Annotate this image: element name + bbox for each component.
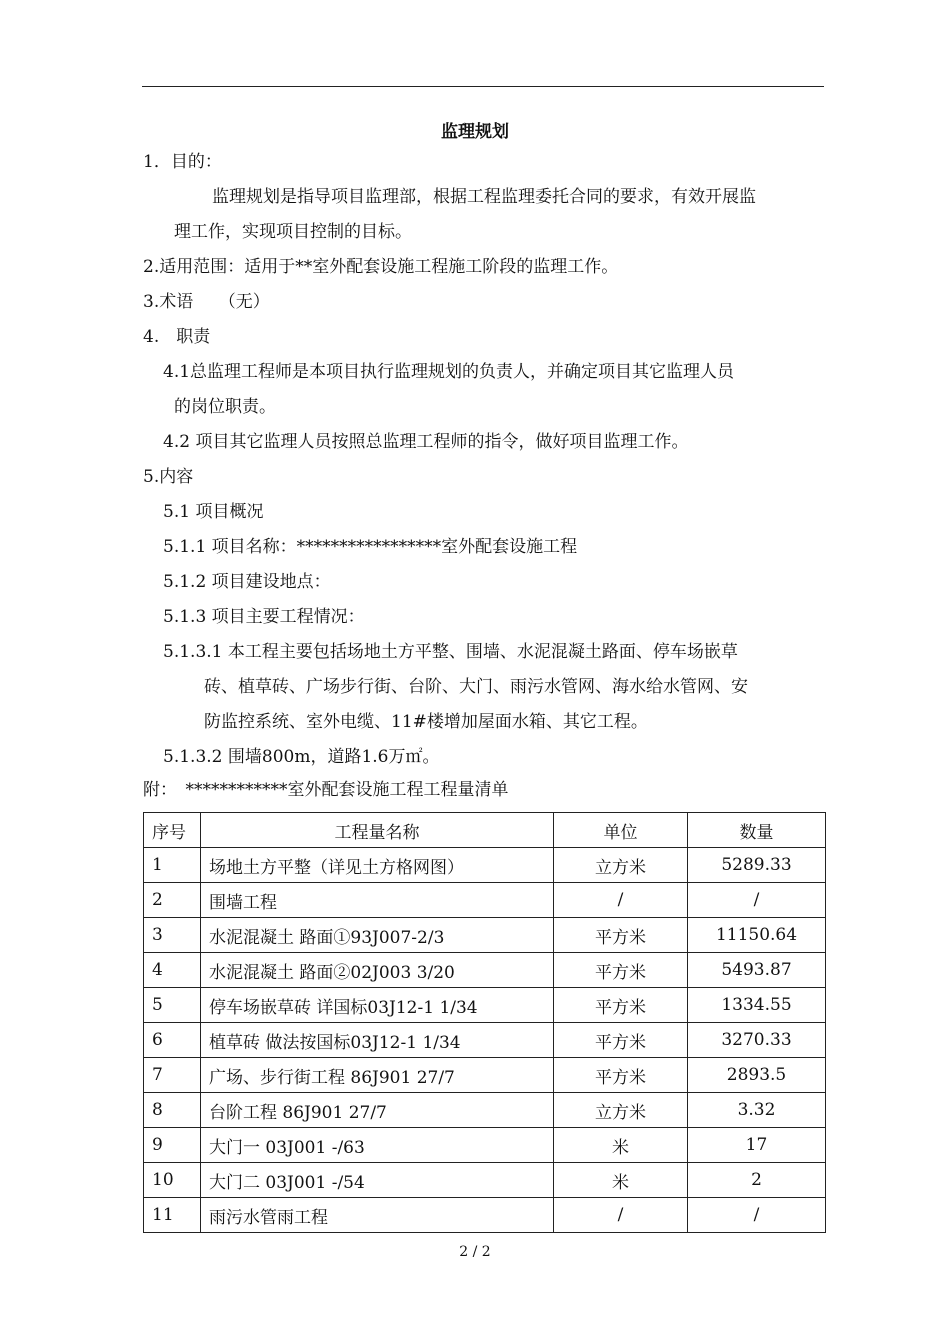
item-quantity: 11150.64 <box>688 918 826 953</box>
item-name: 植草砖 做法按国标03J12-1 1/34 <box>201 1023 554 1058</box>
table-row <box>144 1093 826 1128</box>
item-unit: 平方米 <box>554 953 688 988</box>
item-name: 停车场嵌草砖 详国标03J12-1 1/34 <box>201 988 554 1023</box>
row-number: 10 <box>144 1163 201 1198</box>
item-quantity: 3270.33 <box>688 1023 826 1058</box>
table-row <box>144 953 826 988</box>
row-number: 1 <box>144 848 201 883</box>
header-cell: 数量 <box>688 813 826 848</box>
item-quantity: 5289.33 <box>688 848 826 883</box>
item-unit: / <box>554 883 688 918</box>
item-quantity: 17 <box>688 1128 826 1163</box>
paragraph-line: 5.1.1 项目名称：*****************室外配套设施工程 <box>163 537 578 557</box>
paragraph-line: 4.2 项目其它监理人员按照总监理工程师的指令，做好项目监理工作。 <box>163 432 689 452</box>
paragraph-line: 5.1.2 项目建设地点： <box>163 572 331 592</box>
table-row <box>144 1163 826 1198</box>
item-unit: 平方米 <box>554 1023 688 1058</box>
item-unit: 米 <box>554 1163 688 1198</box>
table-row <box>144 1128 826 1163</box>
item-unit: 立方米 <box>554 848 688 883</box>
item-name: 水泥混凝土 路面①93J007-2/3 <box>201 918 554 953</box>
item-unit: 米 <box>554 1128 688 1163</box>
item-quantity: 1334.55 <box>688 988 826 1023</box>
table-row <box>144 1023 826 1058</box>
section-3-heading: 3.术语 （无） <box>143 292 270 312</box>
table-header-row <box>144 813 826 848</box>
paragraph-line: 监理规划是指导项目监理部，根据工程监理委托合同的要求，有效开展监 <box>212 187 756 207</box>
row-number: 7 <box>144 1058 201 1093</box>
item-unit: 平方米 <box>554 918 688 953</box>
table-row <box>144 883 826 918</box>
paragraph-line: 4.1总监理工程师是本项目执行监理规划的负责人，并确定项目其它监理人员 <box>163 362 735 382</box>
item-name: 大门二 03J001 -/54 <box>201 1163 554 1198</box>
section-2-heading: 2.适用范围：适用于**室外配套设施工程施工阶段的监理工作。 <box>143 257 619 277</box>
paragraph-line: 理工作，实现项目控制的目标。 <box>174 222 412 242</box>
paragraph-line: 5.1.3.2 围墙800m，道路1.6万㎡。 <box>163 747 440 767</box>
subsection-heading: 5.1 项目概况 <box>163 502 264 522</box>
header-cell: 单位 <box>554 813 688 848</box>
table-row <box>144 1198 826 1233</box>
paragraph-line: 的岗位职责。 <box>174 397 276 417</box>
row-number: 2 <box>144 883 201 918</box>
row-number: 11 <box>144 1198 201 1233</box>
row-number: 6 <box>144 1023 201 1058</box>
item-name: 大门一 03J001 -/63 <box>201 1128 554 1163</box>
appendix-caption: 附： ************室外配套设施工程工程量清单 <box>143 780 509 800</box>
item-quantity: 5493.87 <box>688 953 826 988</box>
item-quantity: / <box>688 1198 826 1233</box>
item-unit: 平方米 <box>554 1058 688 1093</box>
item-name: 台阶工程 86J901 27/7 <box>201 1093 554 1128</box>
paragraph-line: 5.1.3 项目主要工程情况： <box>163 607 365 627</box>
row-number: 4 <box>144 953 201 988</box>
row-number: 9 <box>144 1128 201 1163</box>
header-rule <box>142 86 824 87</box>
page-number: 2 / 2 <box>459 1244 491 1260</box>
table-row <box>144 1058 826 1093</box>
item-quantity: 2893.5 <box>688 1058 826 1093</box>
row-number: 8 <box>144 1093 201 1128</box>
section-4-heading: 4. 职责 <box>143 327 211 347</box>
header-cell: 序号 <box>144 813 201 848</box>
item-name: 雨污水管雨工程 <box>201 1198 554 1233</box>
item-name: 围墙工程 <box>201 883 554 918</box>
item-name: 水泥混凝土 路面②02J003 3/20 <box>201 953 554 988</box>
table-row <box>144 988 826 1023</box>
item-name: 广场、步行街工程 86J901 27/7 <box>201 1058 554 1093</box>
item-unit: 平方米 <box>554 988 688 1023</box>
item-unit: 立方米 <box>554 1093 688 1128</box>
row-number: 3 <box>144 918 201 953</box>
item-unit: / <box>554 1198 688 1233</box>
section-1-heading: 1．目的： <box>143 152 222 172</box>
table-row <box>144 918 826 953</box>
item-quantity: 2 <box>688 1163 826 1198</box>
table-row <box>144 848 826 883</box>
row-number: 5 <box>144 988 201 1023</box>
item-quantity: 3.32 <box>688 1093 826 1128</box>
section-5-heading: 5.内容 <box>143 467 194 487</box>
quantity-table <box>143 812 826 1233</box>
page-title: 监理规划 <box>441 122 509 142</box>
paragraph-line: 5.1.3.1 本工程主要包括场地土方平整、围墙、水泥混凝土路面、停车场嵌草 <box>163 642 738 662</box>
paragraph-line: 防监控系统、室外电缆、11#楼增加屋面水箱、其它工程。 <box>204 712 648 732</box>
item-quantity: / <box>688 883 826 918</box>
item-name: 场地土方平整（详见土方格网图） <box>201 848 554 883</box>
header-cell: 工程量名称 <box>201 813 554 848</box>
paragraph-line: 砖、植草砖、广场步行街、台阶、大门、雨污水管网、海水给水管网、安 <box>204 677 748 697</box>
